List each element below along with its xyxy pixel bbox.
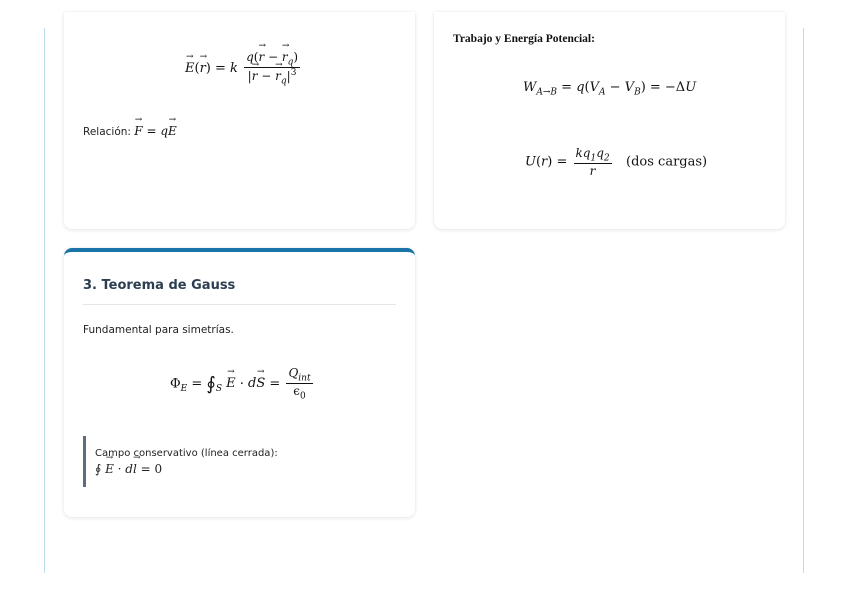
card-title: 3. Teorema de Gauss [83,278,236,293]
title-divider [83,304,396,305]
potential-note: (dos cargas) [626,154,708,170]
right-border-line [803,28,804,573]
electric-field-formula: → E(→ r) = k $\frac{q(\to r - \to r_q)}{|\to r - \to r_q|^3}$ [185,50,302,87]
work-formula: $W_{A\to B} = q(V_A - V_B) = -\Delta U$ [523,80,697,98]
left-border-line [44,28,45,573]
work-energy-heading: Trabajo y Energía Potencial: [453,33,595,45]
gauss-intro: Fundamental para simetrías. [83,324,234,336]
relation-text [83,124,177,138]
card-work-energy [434,12,785,229]
quote-formula: ∮ → E · d→ l = 0 [95,462,278,476]
card-electric-field [64,12,415,229]
potential-energy-formula: U(r) = $\frac{kq_1q_2}{r}$ (dos cargas) [525,146,708,179]
card-gauss-theorem [64,248,415,517]
quote-text: Campo conservativo (línea cerrada): [95,448,278,459]
relation-formula: → F = q→ E [134,124,176,138]
gauss-formula: $\Phi_E$ = $∮_S \to E \cdot d\to S$ = $\frac{Q_{int}}{\epsilon_0}$ [170,366,315,402]
conservative-field-note [83,436,278,487]
relation-label: Relación: [83,126,131,138]
